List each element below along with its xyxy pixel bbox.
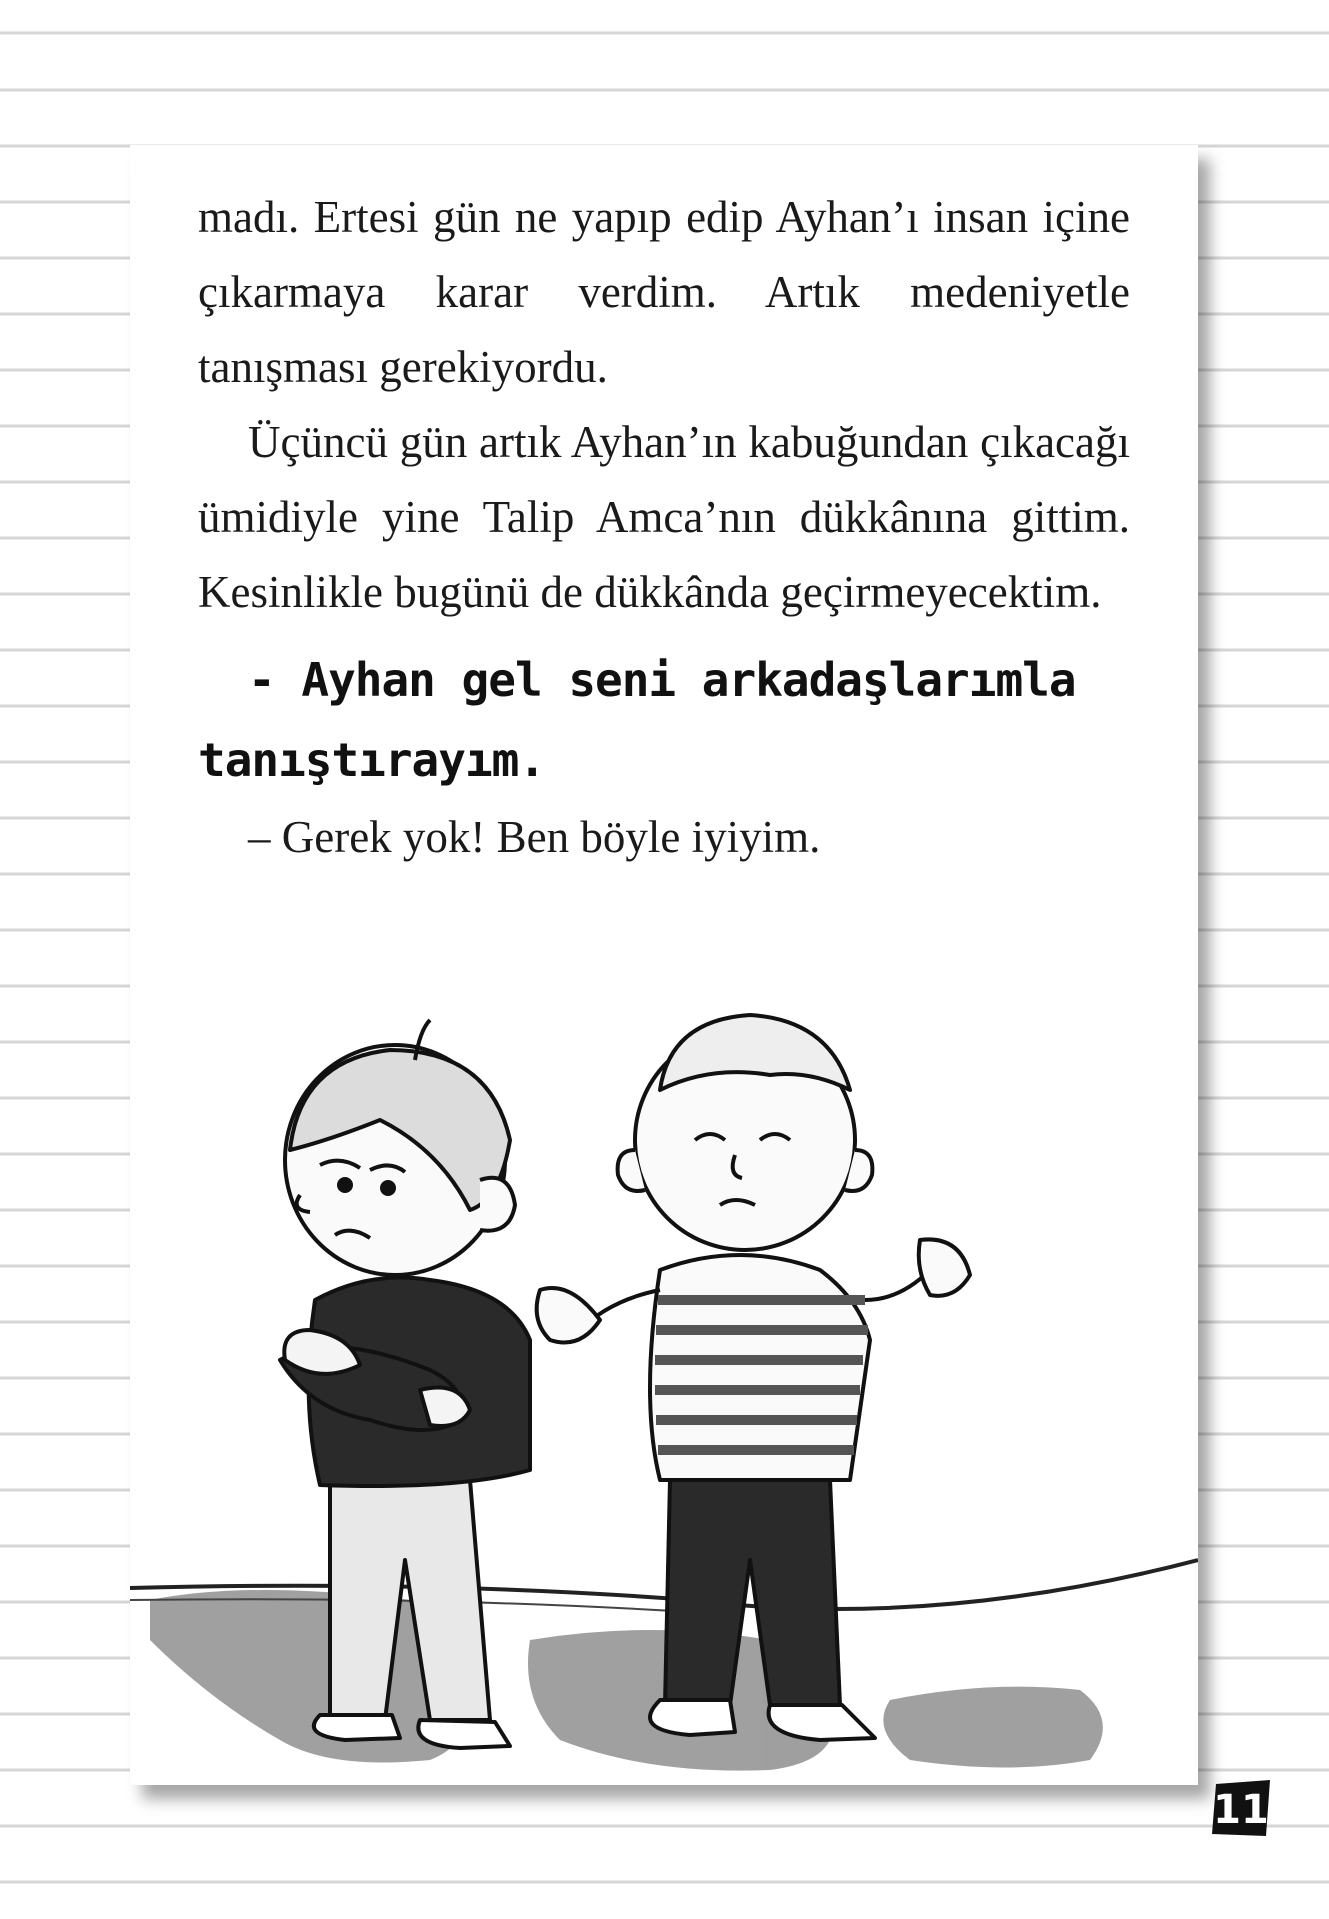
handwritten-dialogue: - Ayhan gel seni arkadaşlarımla tanıştırayım. [198,653,1076,787]
paragraph-2: Üçüncü gün artık Ayhan’ın kabuğundan çıkacağı ümidiyle yine Talip Amca’nın dükkânına gittim. Kesinlikle bugünü de dükkânda geçirmeyecektim. [198,417,1130,617]
page-number-badge [1210,1778,1272,1838]
ground-shadow [150,1590,1103,1771]
page-text [198,180,1130,875]
paragraph-1: madı. Ertesi gün ne yapıp edip Ayhan’ı insan içine çıkarmaya karar verdim. Artık medeniyetle tanışması gerekiyordu. [198,192,1130,392]
dialogue-reply: – Gerek yok! Ben böyle iyiyim. [248,812,821,862]
page-number: 11 [1213,1787,1269,1833]
boy-striped-shirt-icon [537,1015,970,1740]
illustration [130,1000,1198,1780]
